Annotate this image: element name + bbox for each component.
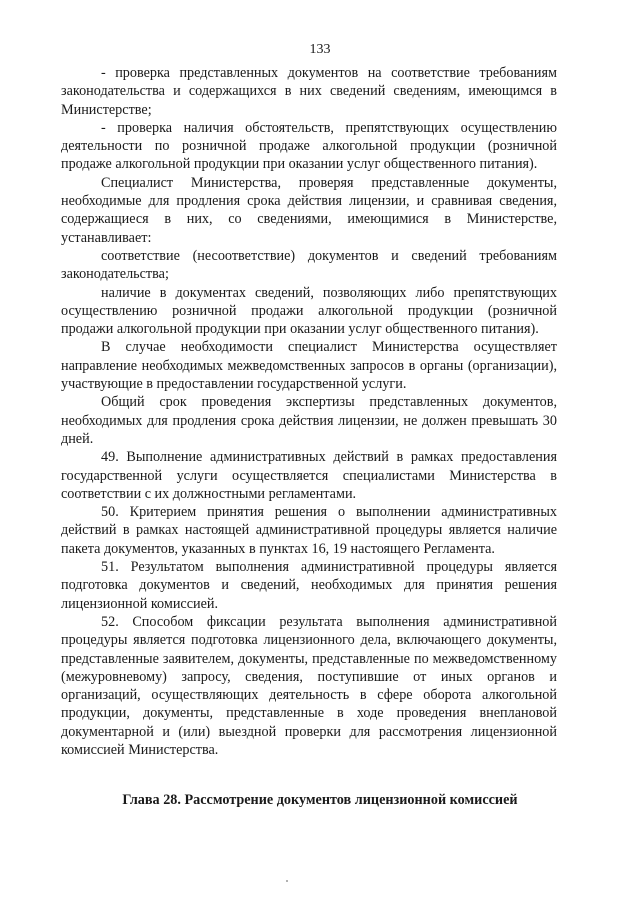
scan-speck <box>286 880 288 882</box>
page-number: 133 <box>309 42 331 57</box>
paragraph-interagency-requests: В случае необходимости специалист Министерства осуществляет направление необходимых межведомственных запросов в органы (организации), участвующие в предоставлении государственной услуги. <box>61 339 557 393</box>
paragraph-item-50: 50. Критерием принятия решения о выполнении административных действий в рамках настоящей административной процедуры является наличие пакета документов, указанных в пунктах 16, 19 настоящего Регламента. <box>61 504 557 557</box>
paragraph-document-check: - проверка представленных документов на соответствие требованиям законодательства и содержащихся в них сведений сведениям, имеющимся в Министерстве; <box>61 65 557 118</box>
paragraph-examination-term: Общий срок проведения экспертизы представленных документов, необходимых для продления срока действия лицензии, не должен превышать 30 дней. <box>61 394 557 447</box>
paragraph-item-52: 52. Способом фиксации результата выполнения административной процедуры является подготовка лицензионного дела, включающего документы, представленные заявителем, документы, представленные по межведомственному (межуровневому) запросу, сведения, поступившие от иных органов и организаций, осуществляющих деятельность в сфере оборота алкогольной продукции, документы, представленные в ходе проведения внеплановой документарной и (или) выездной проверки для рассмотрения лицензионной комиссией Министерства. <box>61 613 557 758</box>
paragraph-information-presence: наличие в документах сведений, позволяющих либо препятствующих осуществлению розничной продажи алкогольной продукции (розничной продажи алкогольной продукции при оказании услуг общественного питания). <box>61 284 557 338</box>
paragraph-obstacles-check: - проверка наличия обстоятельств, препятствующих осуществлению деятельности по розничной продаже алкогольной продукции (розничной продаже алкогольной продукции при оказании услуг общественного питания). <box>61 119 557 173</box>
paragraph-specialist-establishes: Специалист Министерства, проверяя представленные документы, необходимые для продления срока действия лицензии, и сравнивая сведения, содержащиеся в них, со сведениями, имеющимися в Министерстве, устанавливает: <box>61 174 557 246</box>
document-body <box>61 64 557 759</box>
paragraph-compliance: соответствие (несоответствие) документов и сведений требованиям законодательства; <box>61 247 557 283</box>
chapter-heading: Глава 28. Рассмотрение документов лицензионной комиссией <box>122 792 518 808</box>
paragraph-item-51: 51. Результатом выполнения административной процедуры является подготовка документов и сведений, необходимых для принятия решения лицензионной комиссией. <box>61 559 557 612</box>
paragraph-item-49: 49. Выполнение административных действий в рамках предоставления государственной услуги осуществляется специалистами Министерства в соответствии с их должностными регламентами. <box>61 449 557 502</box>
